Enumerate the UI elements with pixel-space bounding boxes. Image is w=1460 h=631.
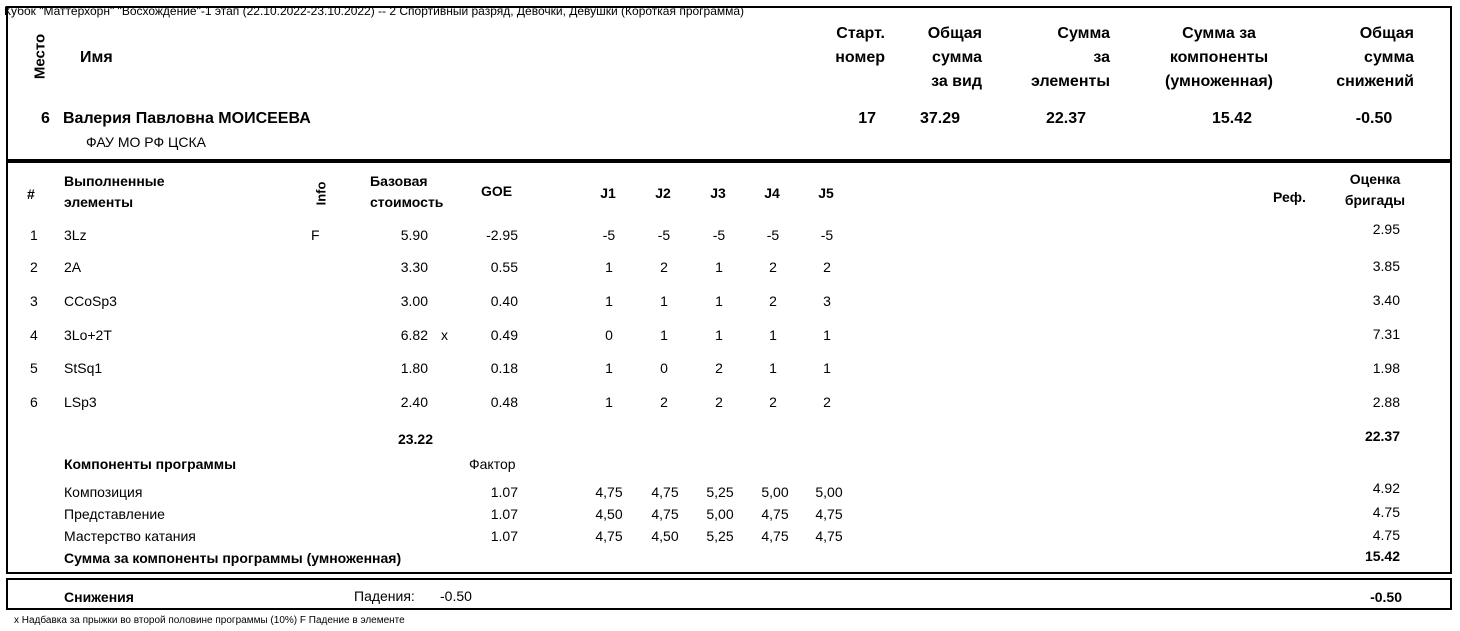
- component-name: Представление: [64, 506, 165, 522]
- element-j2: 1: [660, 327, 668, 343]
- element-goe: -2.95: [486, 227, 518, 243]
- factor-header: Фактор: [469, 456, 516, 472]
- element-j4: 2: [769, 394, 777, 410]
- components-title: Компоненты программы: [64, 456, 237, 472]
- component-j3: 5,25: [706, 484, 734, 500]
- col-j1-header: J1: [600, 185, 616, 201]
- element-num: 6: [30, 394, 38, 410]
- element-base: 1.80: [400, 360, 428, 376]
- element-j3: -5: [712, 227, 726, 243]
- element-j4: 1: [769, 327, 777, 343]
- element-j5: 2: [823, 259, 831, 275]
- falls-label: Падения:: [354, 588, 415, 604]
- component-j4: 5,00: [761, 484, 789, 500]
- col-j2-header: J2: [655, 185, 671, 201]
- element-name: 2A: [64, 259, 82, 275]
- element-j3: 1: [715, 327, 723, 343]
- components-sum-label: Сумма за компоненты программы (умноженная): [64, 550, 402, 566]
- element-j3: 1: [715, 259, 723, 275]
- element-base: 3.00: [400, 293, 428, 309]
- component-panel: 4.75: [1372, 504, 1400, 520]
- element-j1: 0: [605, 327, 613, 343]
- skater-components-score: 15.42: [1211, 110, 1253, 127]
- col-ref-header: Реф.: [1273, 189, 1306, 205]
- base-total: 23.22: [397, 431, 433, 447]
- element-j2: 2: [660, 259, 668, 275]
- element-j3: 1: [715, 293, 723, 309]
- component-j2: 4,75: [651, 484, 679, 500]
- skater-total: 37.29: [919, 110, 961, 127]
- component-factor: 1.07: [490, 506, 518, 522]
- element-j2: 2: [660, 394, 668, 410]
- deductions-total: -0.50: [1370, 589, 1402, 605]
- element-name: StSq1: [64, 360, 103, 376]
- element-panel: 3.40: [1372, 292, 1400, 308]
- element-num: 5: [30, 360, 38, 376]
- element-j3: 2: [715, 394, 723, 410]
- col-executed-header: Выполненные элементы: [64, 173, 165, 210]
- element-panel: 3.85: [1372, 258, 1400, 274]
- skater-deductions: -0.50: [1355, 110, 1393, 127]
- place-header: Место: [31, 33, 49, 80]
- deductions-label: Снижения: [64, 589, 134, 605]
- element-j2: 1: [660, 293, 668, 309]
- component-j3: 5,00: [706, 506, 734, 522]
- element-j5: -5: [820, 227, 834, 243]
- element-j1: 1: [605, 360, 613, 376]
- element-j1: 1: [605, 293, 613, 309]
- element-name: 3Lz: [64, 227, 87, 243]
- components-score-header: Сумма за компоненты (умноженная): [1165, 25, 1273, 90]
- component-factor: 1.07: [490, 484, 518, 500]
- elements-score-header: Сумма за элементы: [1031, 25, 1110, 90]
- element-goe: 0.49: [490, 327, 518, 343]
- component-j1: 4,50: [595, 506, 623, 522]
- skater-start-number: 17: [858, 110, 876, 127]
- component-j5: 5,00: [815, 484, 843, 500]
- element-panel: 2.88: [1372, 394, 1400, 410]
- element-bonus-mark: x: [441, 327, 448, 343]
- components-sum-value: 15.42: [1364, 548, 1400, 564]
- component-j1: 4,75: [595, 484, 623, 500]
- element-panel: 1.98: [1372, 360, 1400, 376]
- col-base-header: Базовая стоимость: [370, 173, 444, 210]
- col-j5-header: J5: [818, 185, 834, 201]
- component-name: Композиция: [64, 484, 143, 500]
- element-j3: 2: [715, 360, 723, 376]
- element-j2: 0: [660, 360, 668, 376]
- skater-club: ФАУ МО РФ ЦСКА: [86, 134, 206, 150]
- element-j5: 1: [823, 360, 831, 376]
- element-j2: -5: [657, 227, 671, 243]
- component-name: Мастерство катания: [64, 528, 196, 544]
- start-number-header: Старт. номер: [835, 25, 885, 66]
- element-num: 1: [30, 227, 38, 243]
- element-goe: 0.48: [490, 394, 518, 410]
- component-j2: 4,75: [651, 506, 679, 522]
- component-factor: 1.07: [490, 528, 518, 544]
- skater-elements-score: 22.37: [1045, 110, 1087, 127]
- component-j5: 4,75: [815, 528, 843, 544]
- element-name: LSp3: [64, 394, 97, 410]
- total-score-header: Общая сумма за вид: [927, 25, 982, 90]
- col-j3-header: J3: [710, 185, 726, 201]
- component-panel: 4.92: [1372, 480, 1400, 496]
- element-base: 2.40: [400, 394, 428, 410]
- element-panel: 2.95: [1372, 221, 1400, 237]
- component-j5: 4,75: [815, 506, 843, 522]
- element-num: 3: [30, 293, 38, 309]
- element-goe: 0.55: [490, 259, 518, 275]
- element-j1: 1: [605, 394, 613, 410]
- element-j1: 1: [605, 259, 613, 275]
- element-info: F: [311, 227, 320, 243]
- col-panel-header: Оценка бригады: [1344, 171, 1406, 208]
- col-j4-header: J4: [764, 185, 780, 201]
- falls-value: -0.50: [440, 588, 472, 604]
- deductions-box: [6, 578, 1452, 610]
- component-j1: 4,75: [595, 528, 623, 544]
- component-panel: 4.75: [1372, 527, 1400, 543]
- element-j4: -5: [766, 227, 780, 243]
- element-j4: 2: [769, 293, 777, 309]
- element-goe: 0.40: [490, 293, 518, 309]
- skater-name: Валерия Павловна МОИСЕЕВА: [63, 110, 311, 127]
- element-base: 5.90: [400, 227, 428, 243]
- component-j2: 4,50: [651, 528, 679, 544]
- element-j5: 2: [823, 394, 831, 410]
- element-name: CCoSp3: [64, 293, 117, 309]
- component-j3: 5,25: [706, 528, 734, 544]
- component-j4: 4,75: [761, 528, 789, 544]
- component-j4: 4,75: [761, 506, 789, 522]
- element-base: 3.30: [400, 259, 428, 275]
- element-panel: 7.31: [1372, 326, 1400, 342]
- element-j4: 1: [769, 360, 777, 376]
- col-goe-header: GOE: [481, 183, 513, 199]
- element-j4: 2: [769, 259, 777, 275]
- element-j1: -5: [602, 227, 616, 243]
- element-name: 3Lo+2T: [64, 327, 112, 343]
- element-num: 2: [30, 259, 38, 275]
- col-num-header: #: [27, 186, 35, 202]
- element-num: 4: [30, 327, 38, 343]
- name-header: Имя: [80, 49, 113, 66]
- element-j5: 1: [823, 327, 831, 343]
- element-base: 6.82: [400, 327, 428, 343]
- element-goe: 0.18: [490, 360, 518, 376]
- panel-total: 22.37: [1364, 428, 1400, 444]
- element-j5: 3: [823, 293, 831, 309]
- deductions-header: Общая сумма снижений: [1336, 25, 1414, 90]
- skater-place: 6: [41, 110, 50, 127]
- footnote: x Надбавка за прыжки во второй половине программы (10%) F Падение в элементе: [14, 615, 405, 626]
- col-info-header: Info: [313, 181, 329, 206]
- page-title: Кубок "Маттерхорн" "Восхождение"-1 этап (22.10.2022-23.10.2022) -- 2 Спортивный разряд, Девочки, Девушки (Короткая программа): [4, 4, 745, 18]
